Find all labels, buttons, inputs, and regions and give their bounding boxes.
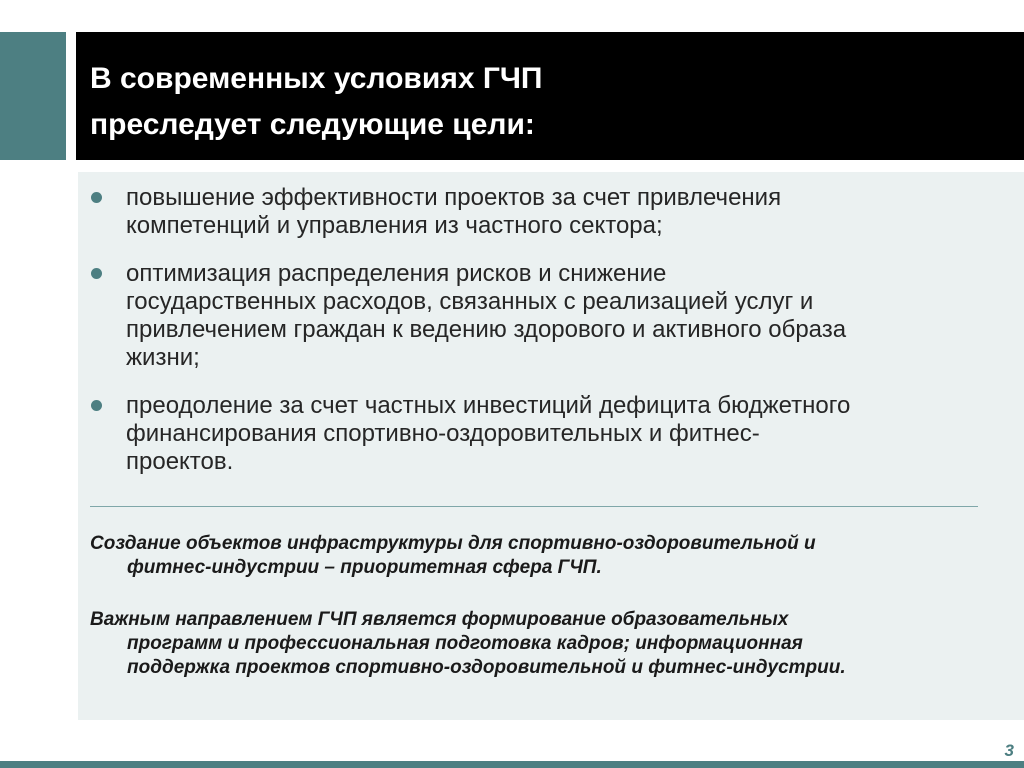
bullet-item-deficit (78, 392, 1024, 476)
bullet-text-line: оптимизация распределения рисков и снижение (126, 260, 667, 287)
page-number: 3 (1004, 741, 1014, 760)
bullet-text-line: жизни; (126, 344, 200, 371)
bullet-text-line: привлечением граждан к ведению здорового и активного образа (126, 316, 847, 343)
slide-title-line-1: В современных условиях ГЧП (90, 62, 543, 95)
title-bar (76, 32, 1024, 160)
bullet-dot-icon (91, 400, 102, 411)
note-text-line: Создание объектов инфраструктуры для спортивно-оздоровительной и (90, 533, 816, 554)
note-text-line: фитнес-индустрии – приоритетная сфера ГЧП. (127, 557, 602, 578)
title-accent-block (0, 32, 66, 160)
bullet-text-line: компетенций и управления из частного сектора; (126, 212, 663, 239)
bullet-text-line: проектов. (126, 448, 234, 475)
bullet-text-line: повышение эффективности проектов за счет привлечения (126, 184, 782, 211)
note-text-line: Важным направлением ГЧП является формирование образовательных (90, 609, 789, 630)
bullet-dot-icon (91, 268, 102, 279)
note-education (90, 608, 1010, 680)
bullet-item-risk-optimization (78, 260, 1024, 372)
note-text-line: поддержка проектов спортивно-оздоровительной и фитнес-индустрии. (127, 657, 846, 678)
bullet-dot-icon (91, 192, 102, 203)
slide-title-line-2: преследует следующие цели: (90, 108, 535, 141)
section-divider (90, 506, 978, 507)
bullet-item-efficiency (78, 184, 1024, 240)
bullet-text-line: государственных расходов, связанных с реализацией услуг и (126, 288, 814, 315)
bullet-text-line: преодоление за счет частных инвестиций дефицита бюджетного (126, 392, 851, 419)
content-panel (78, 172, 1024, 720)
note-infrastructure (90, 532, 1010, 580)
footer-bar (0, 761, 1024, 768)
goals-bullet-list (78, 184, 1024, 496)
bullet-text-line: финансирования спортивно-оздоровительных и фитнес- (126, 420, 760, 447)
note-text-line: программ и профессиональная подготовка кадров; информационная (127, 633, 803, 654)
